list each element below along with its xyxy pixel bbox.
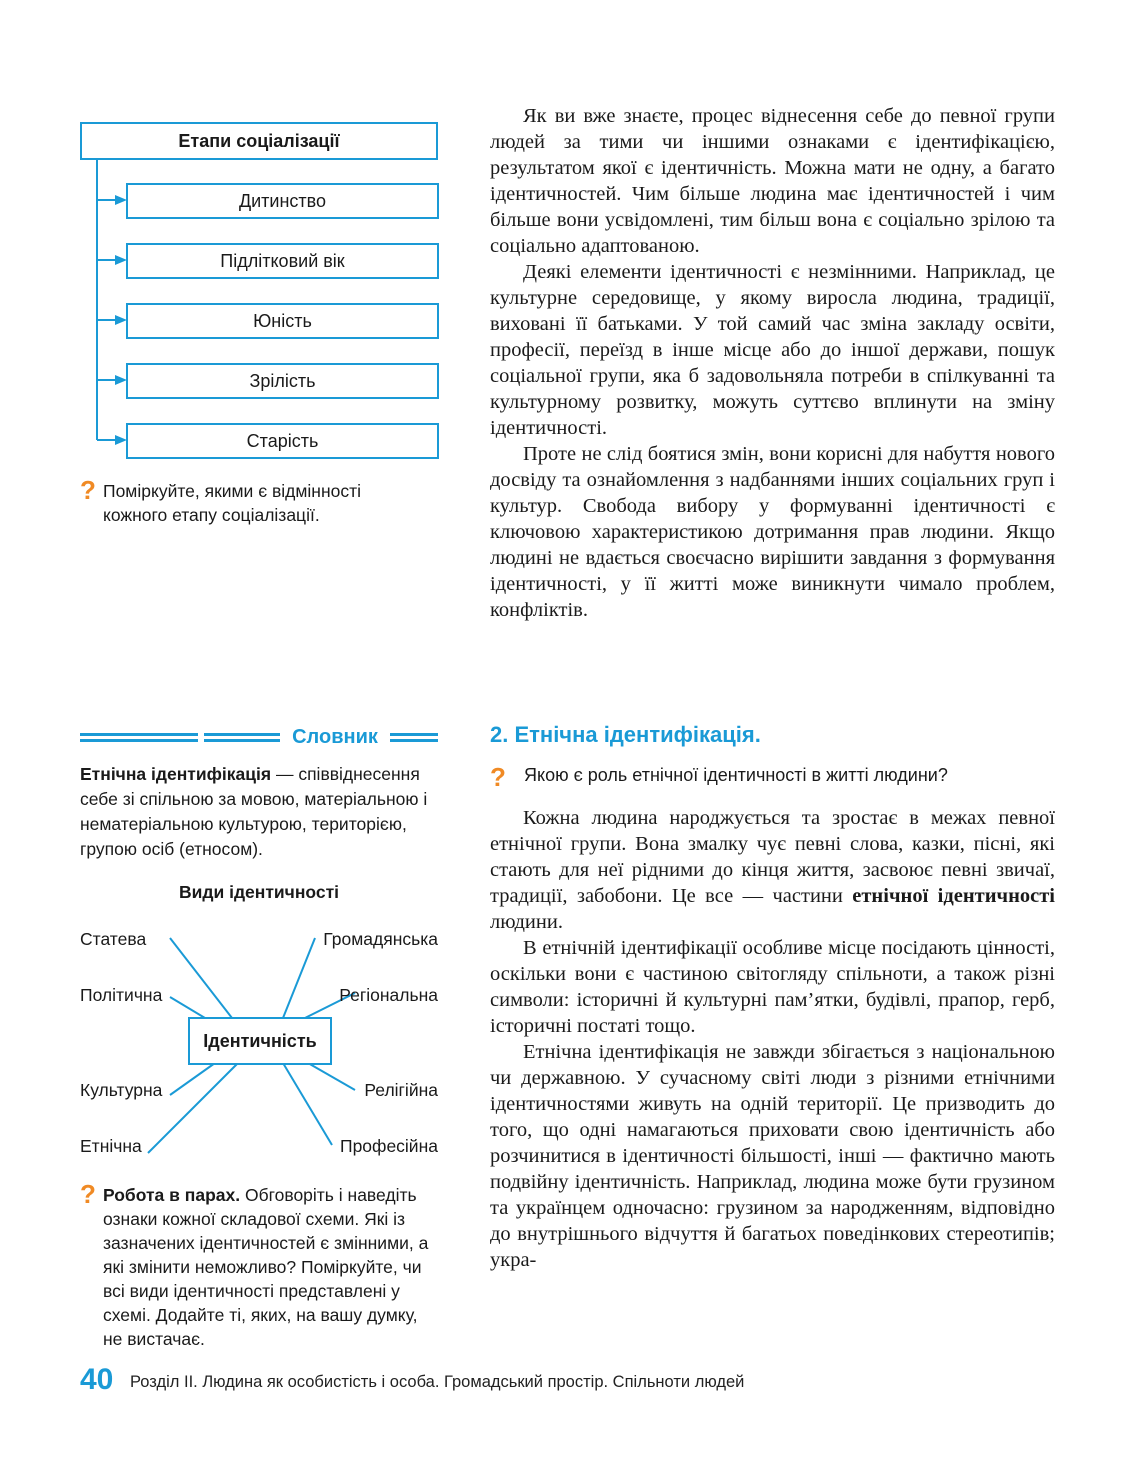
identity-right-label: Регіональна (339, 985, 438, 1005)
section-heading: 2. Етнічна ідентифікація. (490, 722, 761, 747)
stage-adolescence: Підлітковий вік (126, 243, 439, 279)
stage-maturity: Зрілість (126, 363, 439, 399)
question-mark-icon: ? (80, 1179, 96, 1209)
intro-text (490, 103, 1055, 623)
glossary-title: Словник (292, 726, 378, 748)
identity-left-label: Культурна (80, 1080, 163, 1100)
question-mark-icon: ? (490, 762, 506, 792)
stage-youth: Юність (126, 303, 439, 339)
page-number: 40 (80, 1363, 114, 1396)
identity-right-label: Професійна (340, 1136, 438, 1156)
identity-title: Види ідентичності (178, 882, 340, 902)
running-footer: Розділ ІІ. Людина як особистість і особа. Громадський простір. Спільноти людей (130, 1373, 745, 1391)
pair-work-task: Робота в парах. Обговоріть і наведіть ознаки кожної складової схеми. Які із зазначених ідентичностей є змінними, а які змінити неможливо? Поміркуйте, чи всі види ідентичності представлені у схемі. Додайте ті, яких, на вашу думку, не вистачає. (103, 1185, 429, 1349)
highlight-term: етнічної ідентичності (852, 885, 1056, 907)
paragraph: Як ви вже знаєте, процес віднесення себе до певної групи людей за тими чи іншими ознаками є ідентифікацією, результатом якої є ідентичність. Можна мати не одну, а багато ідентичностей. Чим більше людина має ідентичностей і чим більше вони усвідомлені, тим більш вона є соціально зрілою та соціально адаптованою. (490, 105, 1055, 257)
paragraph: Проте не слід боятися змін, вони корисні для набуття нового досвіду та ознайомлення з надбаннями інших соціальних груп і культур. Свобода вибору у формуванні ідентичності є ключовою характеристикою дотримання прав людини. Якщо людині не вдається своєчасно вирішити завдання з формування ідентичності, у її житті може виникнути чимало проблем, конфліктів. (490, 443, 1055, 621)
glossary-term: Етнічна ідентифікація (80, 764, 272, 784)
identity-right-label: Громадянська (323, 929, 438, 949)
glossary-entry (80, 762, 440, 862)
glossary-header (80, 726, 438, 750)
identity-left-label: Політична (80, 985, 163, 1005)
identity-right-label: Релігійна (364, 1080, 438, 1100)
stage-old-age: Старість (126, 423, 439, 459)
identity-left-label: Статева (80, 929, 147, 949)
stages-title: Етапи соціалізації (80, 122, 438, 160)
paragraph: Етнічна ідентифікація не завжди збігається з національною чи державною. У сучасному світі люди з різними етнічними ідентичностями живуть на одній території. Це призводить до того, що одні намагаються приховати свою ідентичність або розчинитися в ідентичності більшості, інші — фактично мають подвійну ідентичність. Наприклад, людина може бути грузином та українцем одночасно: грузином за народженням, відповідно до внутрішнього відчуття й багатьох поведінкових стереотипів; укра- (490, 1041, 1055, 1271)
section-question: Якою є роль етнічної ідентичності в житті людини? (524, 765, 948, 785)
identity-center: Ідентичність (188, 1017, 332, 1065)
identity-left-label: Етнічна (80, 1136, 142, 1156)
section2-text (490, 805, 1055, 1273)
paragraph: Деякі елементи ідентичності є незмінними. Наприклад, це культурне середовище, у якому виросла людина, традиції, виховані її батьками. У той самий час зміна закладу освіти, професії, переїзд в інше місце або до іншої держави, пошук соціальної групи, яка б задовольняла потреби в спілкуванні та культурному розвитку, можуть суттєво вплинути на зміну ідентичності. (490, 261, 1055, 439)
question-mark-icon: ? (80, 475, 96, 505)
stage-childhood: Дитинство (126, 183, 439, 219)
paragraph: Кожна людина народжується та зростає в межах певної етнічної групи. Вона змалку чує певні слова, казки, пісні, які стають для неї рідними до кінця життя, засвоює певні звичаї, традиції, забобони. Це все — частини етнічної ідентичності людини. (490, 807, 1056, 933)
glossary-definition: — співвіднесення себе зі спільною за мовою, матеріальною і нематеріальною культурою, територією, групою осіб (етносом). (80, 764, 428, 859)
question-stages-text: Поміркуйте, якими є відмінності кожного етапу соціалізації. (103, 481, 362, 525)
paragraph: В етнічній ідентифікації особливе місце посідають цінності, оскільки вони є частиною світогляду спільноти, а також різні символи: історичні й культурні пам’ятки, будівлі, прапор, герб, історичні постаті тощо. (490, 937, 1055, 1037)
